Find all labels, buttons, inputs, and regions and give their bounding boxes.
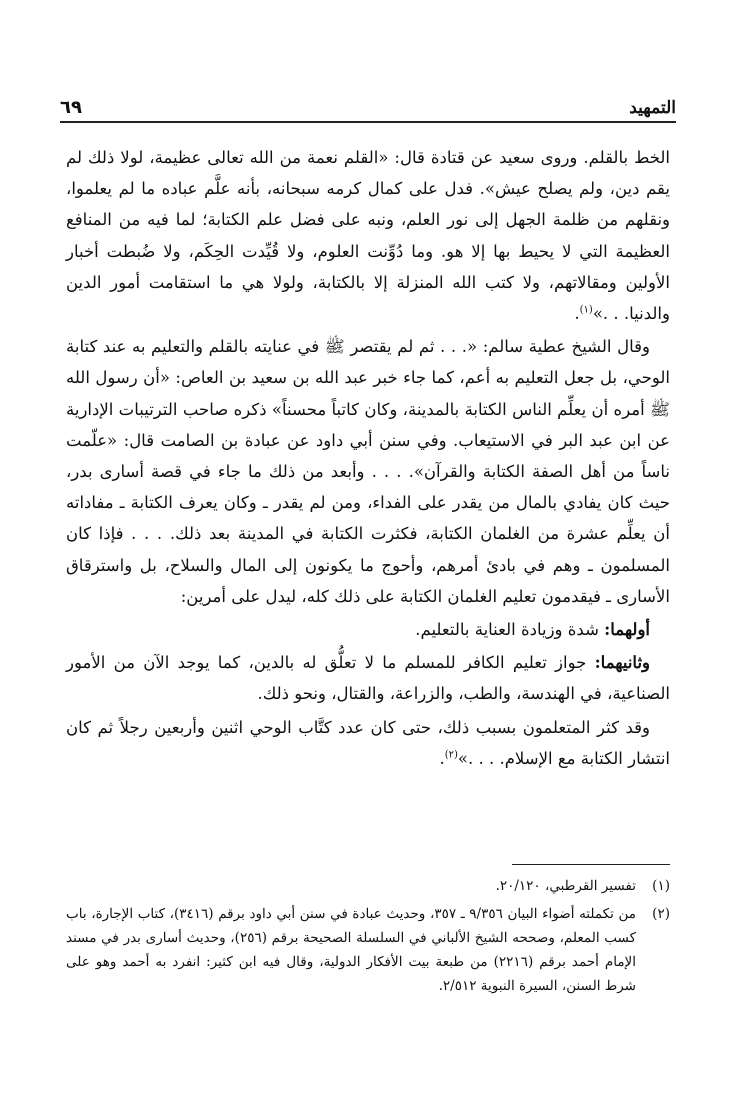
footnote-1 <box>66 874 670 898</box>
paragraph-1-text: الخط بالقلم. وروى سعيد عن قتادة قال: «القلم نعمة من الله تعالى عظيمة، لولا ذلك لم يقم دين، ولم يصلح عيش». فدل على كمال كرمه سبحانه، بأنه علَّم عباده ما لم يعلموا، ونقلهم من ظلمة الجهل إلى نور العلم، ونبه على فضل علم الكتابة؛ لما فيه من المنافع العظيمة التي لا يحيط بها إلا هو. وما دُوِّنت العلوم، ولا قُيِّدت الحِكَم، ولا ضُبطت أخبار الأولين ومقالاتهم، ولا كتب الله المنزلة إلا بالكتابة، ولولا هي ما استقامت أمور الدين والدنيا. . .» <box>66 148 670 324</box>
point-first-text: شدة وزيادة العناية بالتعليم. <box>415 620 605 640</box>
paragraph-3 <box>66 712 670 774</box>
header-rule <box>60 121 676 123</box>
paragraph-2: وقال الشيخ عطية سالم: «. . . ثم لم يقتصر ﷺ في عنايته بالقلم والتعليم به عند كتابة الوحي، بل جعل التعليم به أعم، كما جاء خبر عبد الله بن سعيد بن العاص: «أن رسول الله ﷺ أمره أن يعلِّم الناس الكتابة بالمدينة، وكان كاتباً محسناً» ذكره صاحب الترتيبات الإدارية عن ابن عبد البر في الاستيعاب. وفي سنن أبي داود عن عبادة بن الصامت قال: «علّمت ناساً من أهل الصفة الكتابة والقرآن». . . . وأبعد من ذلك ما جاء في قصة أسارى بدر، حيث كان يفادي بالمال من يقدر على الفداء، ومن لم يقدر ـ وكان يعرف الكتابة ـ مفاداته أن يعلِّم عشرة من الغلمان الكتابة، فكثرت الكتابة في المدينة بعد ذلك. . . . فإذا كان المسلمون ـ وهم في بادئ أمرهم، وأحوج ما يكونون إلى المال والسلاح، بل واسترقاق الأسارى ـ فيقدمون تعليم الغلمان الكتابة على ذلك كله، ليدل على أمرين: <box>66 337 670 606</box>
footnote-2-number: (٢) <box>652 906 670 922</box>
running-head: التمهيد <box>629 98 676 118</box>
point-first-lead: أولهما: <box>604 620 650 640</box>
page-header <box>60 88 676 118</box>
point-second-text: جواز تعليم الكافر للمسلم ما لا تعلُّق له بالدين، كما يوجد الآن من الأمور الصناعية، في الهندسة، والطب، والزراعة، والقتال، ونحو ذلك. <box>66 653 670 704</box>
paragraph-3-end: . <box>439 748 445 768</box>
footnotes <box>66 874 670 1002</box>
footnote-2-text: من تكملته أضواء البيان ٩/٣٥٦ ـ ٣٥٧، وحديث عبادة في سنن أبي داود برقم (٣٤١٦)، كتاب الإجارة، باب كسب المعلم، وصححه الشيخ الألباني في السلسلة الصحيحة برقم (٢٥٦)، وحديث أسارى بدر في مسند الإمام أحمد برقم (٢٢١٦) من طبعة بيت الأفكار الدولية، وقال فيه ابن كثير: انفرد به أحمد وهو على شرط السنن، السيرة النبوية ٢/٥١٢. <box>66 906 637 994</box>
point-second-lead: وثانيهما: <box>594 653 650 673</box>
point-first <box>66 614 670 645</box>
point-second <box>66 647 670 709</box>
footnote-ref-2: (٢) <box>444 749 458 761</box>
footnote-1-number: (١) <box>652 878 670 894</box>
footnote-ref-1: (١) <box>579 304 593 316</box>
footnote-1-text: تفسير القرطبي، ٢٠/١٢٠. <box>495 878 636 894</box>
footnote-separator <box>512 864 670 865</box>
page-number: ٦٩ <box>60 97 82 118</box>
paragraph-1 <box>66 142 670 329</box>
footnote-2 <box>66 902 670 998</box>
main-text <box>66 142 670 774</box>
paragraph-3-text: وقد كثر المتعلمون بسبب ذلك، حتى كان عدد كتَّاب الوحي اثنين وأربعين رجلاً ثم كان انتشار الكتابة مع الإسلام. . . .» <box>66 717 670 768</box>
paragraph-1-end: . <box>574 304 580 324</box>
